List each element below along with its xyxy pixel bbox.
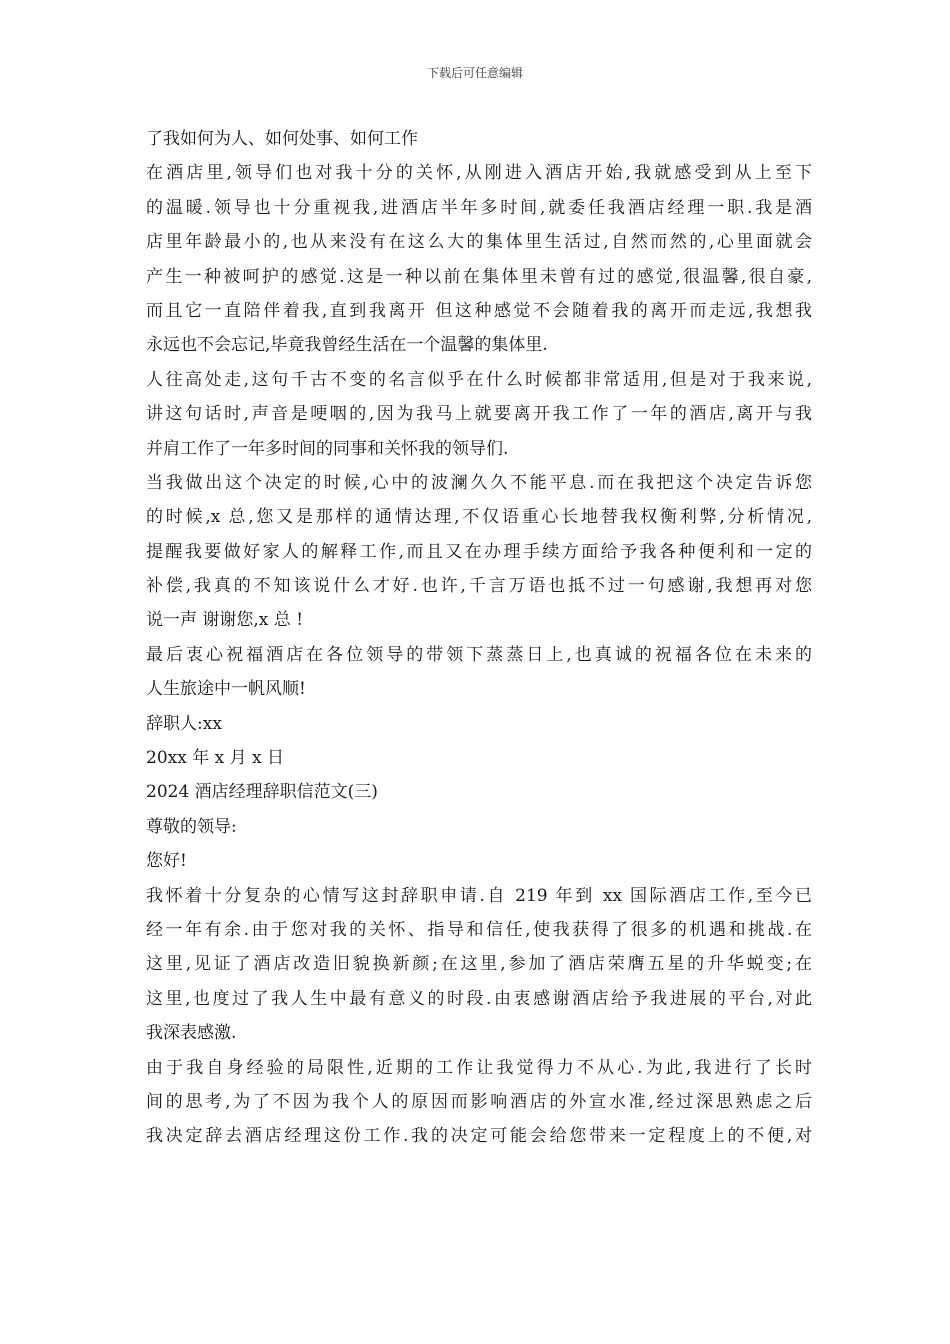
text-line: 补偿,我真的不知该说什么才好.也许,千言万语也抵不过一句感谢,我想再对您 <box>146 576 812 597</box>
text-line: 了我如何为人、如何处事、如何工作 <box>146 129 418 149</box>
text-line: 说一声 谢谢您,x 总 ! <box>146 610 304 631</box>
letter-body <box>146 122 812 1154</box>
text-line: 我深表感激. <box>146 1023 237 1044</box>
section-title: 2024 酒店经理辞职信范文(三) <box>146 782 378 803</box>
text-line: 的时候,x 总,您又是那样的通情达理,不仅语重心长地替我权衡利弊,分析情况, <box>146 507 812 528</box>
text-line: 这里,见证了酒店改造旧貌换新颜;在这里,参加了酒店荣膺五星的升华蜕变;在 <box>146 954 812 975</box>
text-line: 人往高处走,这句千古不变的名言似乎在什么时候都非常适用,但是对于我来说, <box>146 369 812 390</box>
text-line: 永远也不会忘记,毕竟我曾经生活在一个温馨的集体里. <box>146 335 548 356</box>
text-line: 由于我自身经验的局限性,近期的工作让我觉得力不从心.为此,我进行了长时 <box>146 1057 812 1078</box>
text-line: 最后衷心祝福酒店在各位领导的带领下蒸蒸日上,也真诚的祝福各位在未来的 <box>146 644 812 665</box>
text-line: 讲这句话时,声音是哽咽的,因为我马上就要离开我工作了一年的酒店,离开与我 <box>146 404 812 425</box>
text-line: 而且它一直陪伴着我,直到我离开 但这种感觉不会随着我的离开而走远,我想我 <box>146 300 812 321</box>
greeting: 您好! <box>146 851 187 872</box>
text-line: 提醒我要做好家人的解释工作,而且又在办理手续方面给予我各种便利和一定的 <box>146 541 812 562</box>
text-line: 并肩工作了一年多时间的同事和关怀我的领导们. <box>146 438 509 459</box>
page-header-note: 下载后可任意编辑 <box>426 66 523 80</box>
salutation: 尊敬的领导: <box>146 816 237 837</box>
text-line: 当我做出这个决定的时候,心中的波澜久久不能平息.而在我把这个决定告诉您 <box>146 472 812 493</box>
text-line: 产生一种被呵护的感觉.这是一种以前在集体里未曾有过的感觉,很温馨,很自豪, <box>146 266 812 287</box>
text-line: 经一年有余.由于您对我的关怀、指导和信任,使我获得了很多的机遇和挑战.在 <box>146 919 812 940</box>
text-line: 人生旅途中一帆风顺! <box>146 679 306 700</box>
signature-line: 辞职人:xx <box>146 713 222 734</box>
text-line: 我怀着十分复杂的心情写这封辞职申请.自 219 年到 xx 国际酒店工作,至今已 <box>146 885 812 906</box>
date-line: 20xx 年 x 月 x 日 <box>146 748 285 769</box>
text-line: 的温暖.领导也十分重视我,进酒店半年多时间,就委任我酒店经理一职.我是酒 <box>146 197 812 218</box>
text-line: 我决定辞去酒店经理这份工作.我的决定可能会给您带来一定程度上的不便,对 <box>146 1126 812 1147</box>
text-line: 店里年龄最小的,也从来没有在这么大的集体里生活过,自然而然的,心里面就会 <box>146 232 812 253</box>
text-line: 间的思考,为了不因为我个人的原因而影响酒店的外宣水准,经过深思熟虑之后 <box>146 1091 812 1112</box>
text-line: 在酒店里,领导们也对我十分的关怀,从刚进入酒店开始,我就感受到从上至下 <box>146 163 812 184</box>
text-line: 这里,也度过了我人生中最有意义的时段.由衷感谢酒店给予我进展的平台,对此 <box>146 988 812 1009</box>
